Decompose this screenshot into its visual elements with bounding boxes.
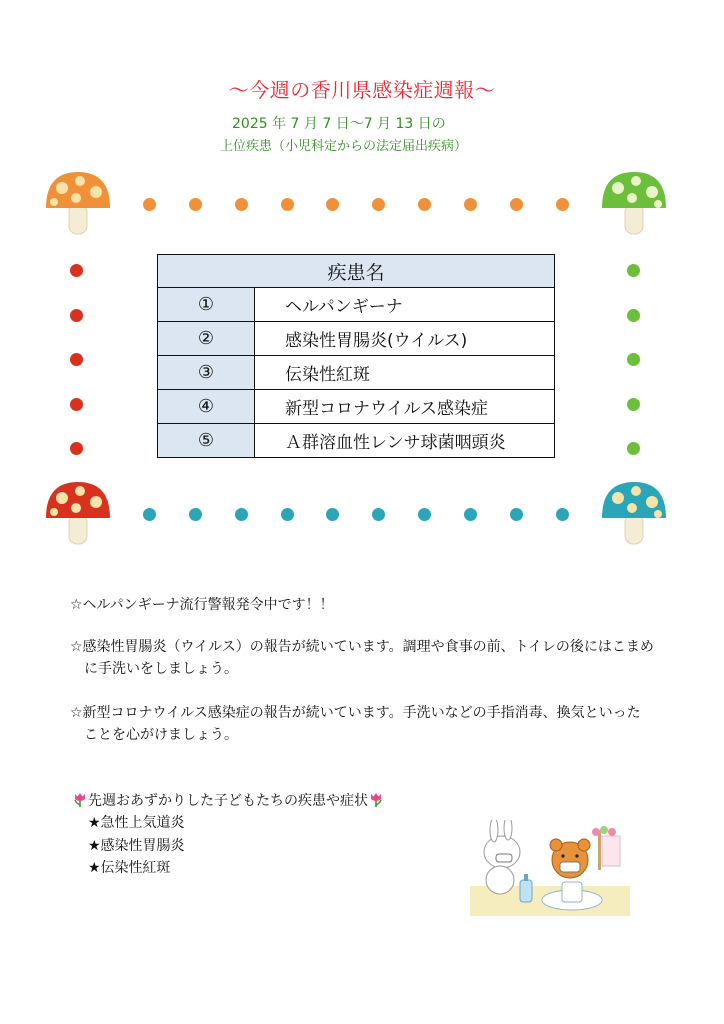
disease-cell: 伝染性紅斑 [255, 356, 555, 390]
rank-cell: ① [158, 288, 255, 322]
decorative-dot [510, 508, 523, 521]
decorative-dot [235, 508, 248, 521]
decorative-dot [464, 198, 477, 211]
daycare-item: ★急性上気道炎 [88, 815, 185, 831]
table-row [158, 356, 555, 390]
decorative-dot [372, 198, 385, 211]
page-title: 〜今週の香川県感染症週報〜 [228, 78, 496, 102]
decorative-dot [70, 309, 83, 322]
rank-cell: ⑤ [158, 424, 255, 458]
decorative-dot [143, 198, 156, 211]
decorative-dot [418, 508, 431, 521]
decorative-dot [556, 508, 569, 521]
note-line: ☆新型コロナウイルス感染症の報告が続いています。手洗いなどの手指消毒、換気といった [70, 705, 641, 721]
note-line: ☆ヘルパンギーナ流行警報発令中です！！ [70, 597, 334, 613]
mushroom-teal-icon [598, 478, 670, 548]
decorative-dot [627, 353, 640, 366]
decorative-dot [70, 264, 83, 277]
note-covid [70, 702, 690, 746]
disease-cell: 感染性胃腸炎(ウイルス) [255, 322, 555, 356]
mushroom-green-icon [598, 168, 670, 238]
decorative-dot [189, 508, 202, 521]
decorative-dot [326, 198, 339, 211]
decorative-dot [281, 198, 294, 211]
decorative-dot [627, 442, 640, 455]
table-header: 疾患名 [158, 255, 555, 288]
decorative-dot [70, 353, 83, 366]
decorative-dot [556, 198, 569, 211]
table-row [158, 288, 555, 322]
tulip-icon [368, 792, 384, 808]
subtitle: 上位疾患（小児科定からの法定届出疾病） [220, 139, 468, 154]
note-line-continued: ことを心がけましょう。 [84, 727, 238, 743]
handwashing-animals-illustration [470, 820, 630, 920]
disease-cell: Ａ群溶血性レンサ球菌咽頭炎 [255, 424, 555, 458]
decorative-dot [70, 442, 83, 455]
note-line-continued: に手洗いをしましょう。 [84, 661, 238, 677]
disease-ranking-table [157, 254, 555, 458]
rank-cell: ③ [158, 356, 255, 390]
daycare-item: ★伝染性紅斑 [88, 860, 171, 876]
decorative-dot [418, 198, 431, 211]
note-line: ☆感染性胃腸炎（ウイルス）の報告が続いています。調理や食事の前、トイレの後にはこまめ [70, 639, 654, 655]
decorative-dot [281, 508, 294, 521]
rank-cell: ④ [158, 390, 255, 424]
disease-cell: 新型コロナウイルス感染症 [255, 390, 555, 424]
decorative-dot [627, 309, 640, 322]
decorative-dot [372, 508, 385, 521]
decorative-dot [189, 198, 202, 211]
decorative-dot [627, 264, 640, 277]
decorative-dot [70, 398, 83, 411]
daycare-item: ★感染性胃腸炎 [88, 838, 185, 854]
daycare-heading [72, 790, 384, 810]
rank-cell: ② [158, 322, 255, 356]
table-row [158, 322, 555, 356]
decorative-dot [464, 508, 477, 521]
note-herpangina [70, 594, 690, 616]
decorative-dot [143, 508, 156, 521]
date-range: 2025 年 7 月 7 日〜7 月 13 日の [232, 116, 446, 132]
mushroom-orange-icon [42, 168, 114, 238]
disease-cell: ヘルパンギーナ [255, 288, 555, 322]
tulip-icon [72, 792, 88, 808]
table-row [158, 390, 555, 424]
daycare-heading-text: 先週おあずかりした子どもたちの疾患や症状 [88, 793, 368, 809]
decorative-dot [235, 198, 248, 211]
decorative-dot [627, 398, 640, 411]
decorative-dot [326, 508, 339, 521]
note-gastroenteritis [70, 636, 690, 680]
decorative-dot [510, 198, 523, 211]
mushroom-red-icon [42, 478, 114, 548]
table-row [158, 424, 555, 458]
